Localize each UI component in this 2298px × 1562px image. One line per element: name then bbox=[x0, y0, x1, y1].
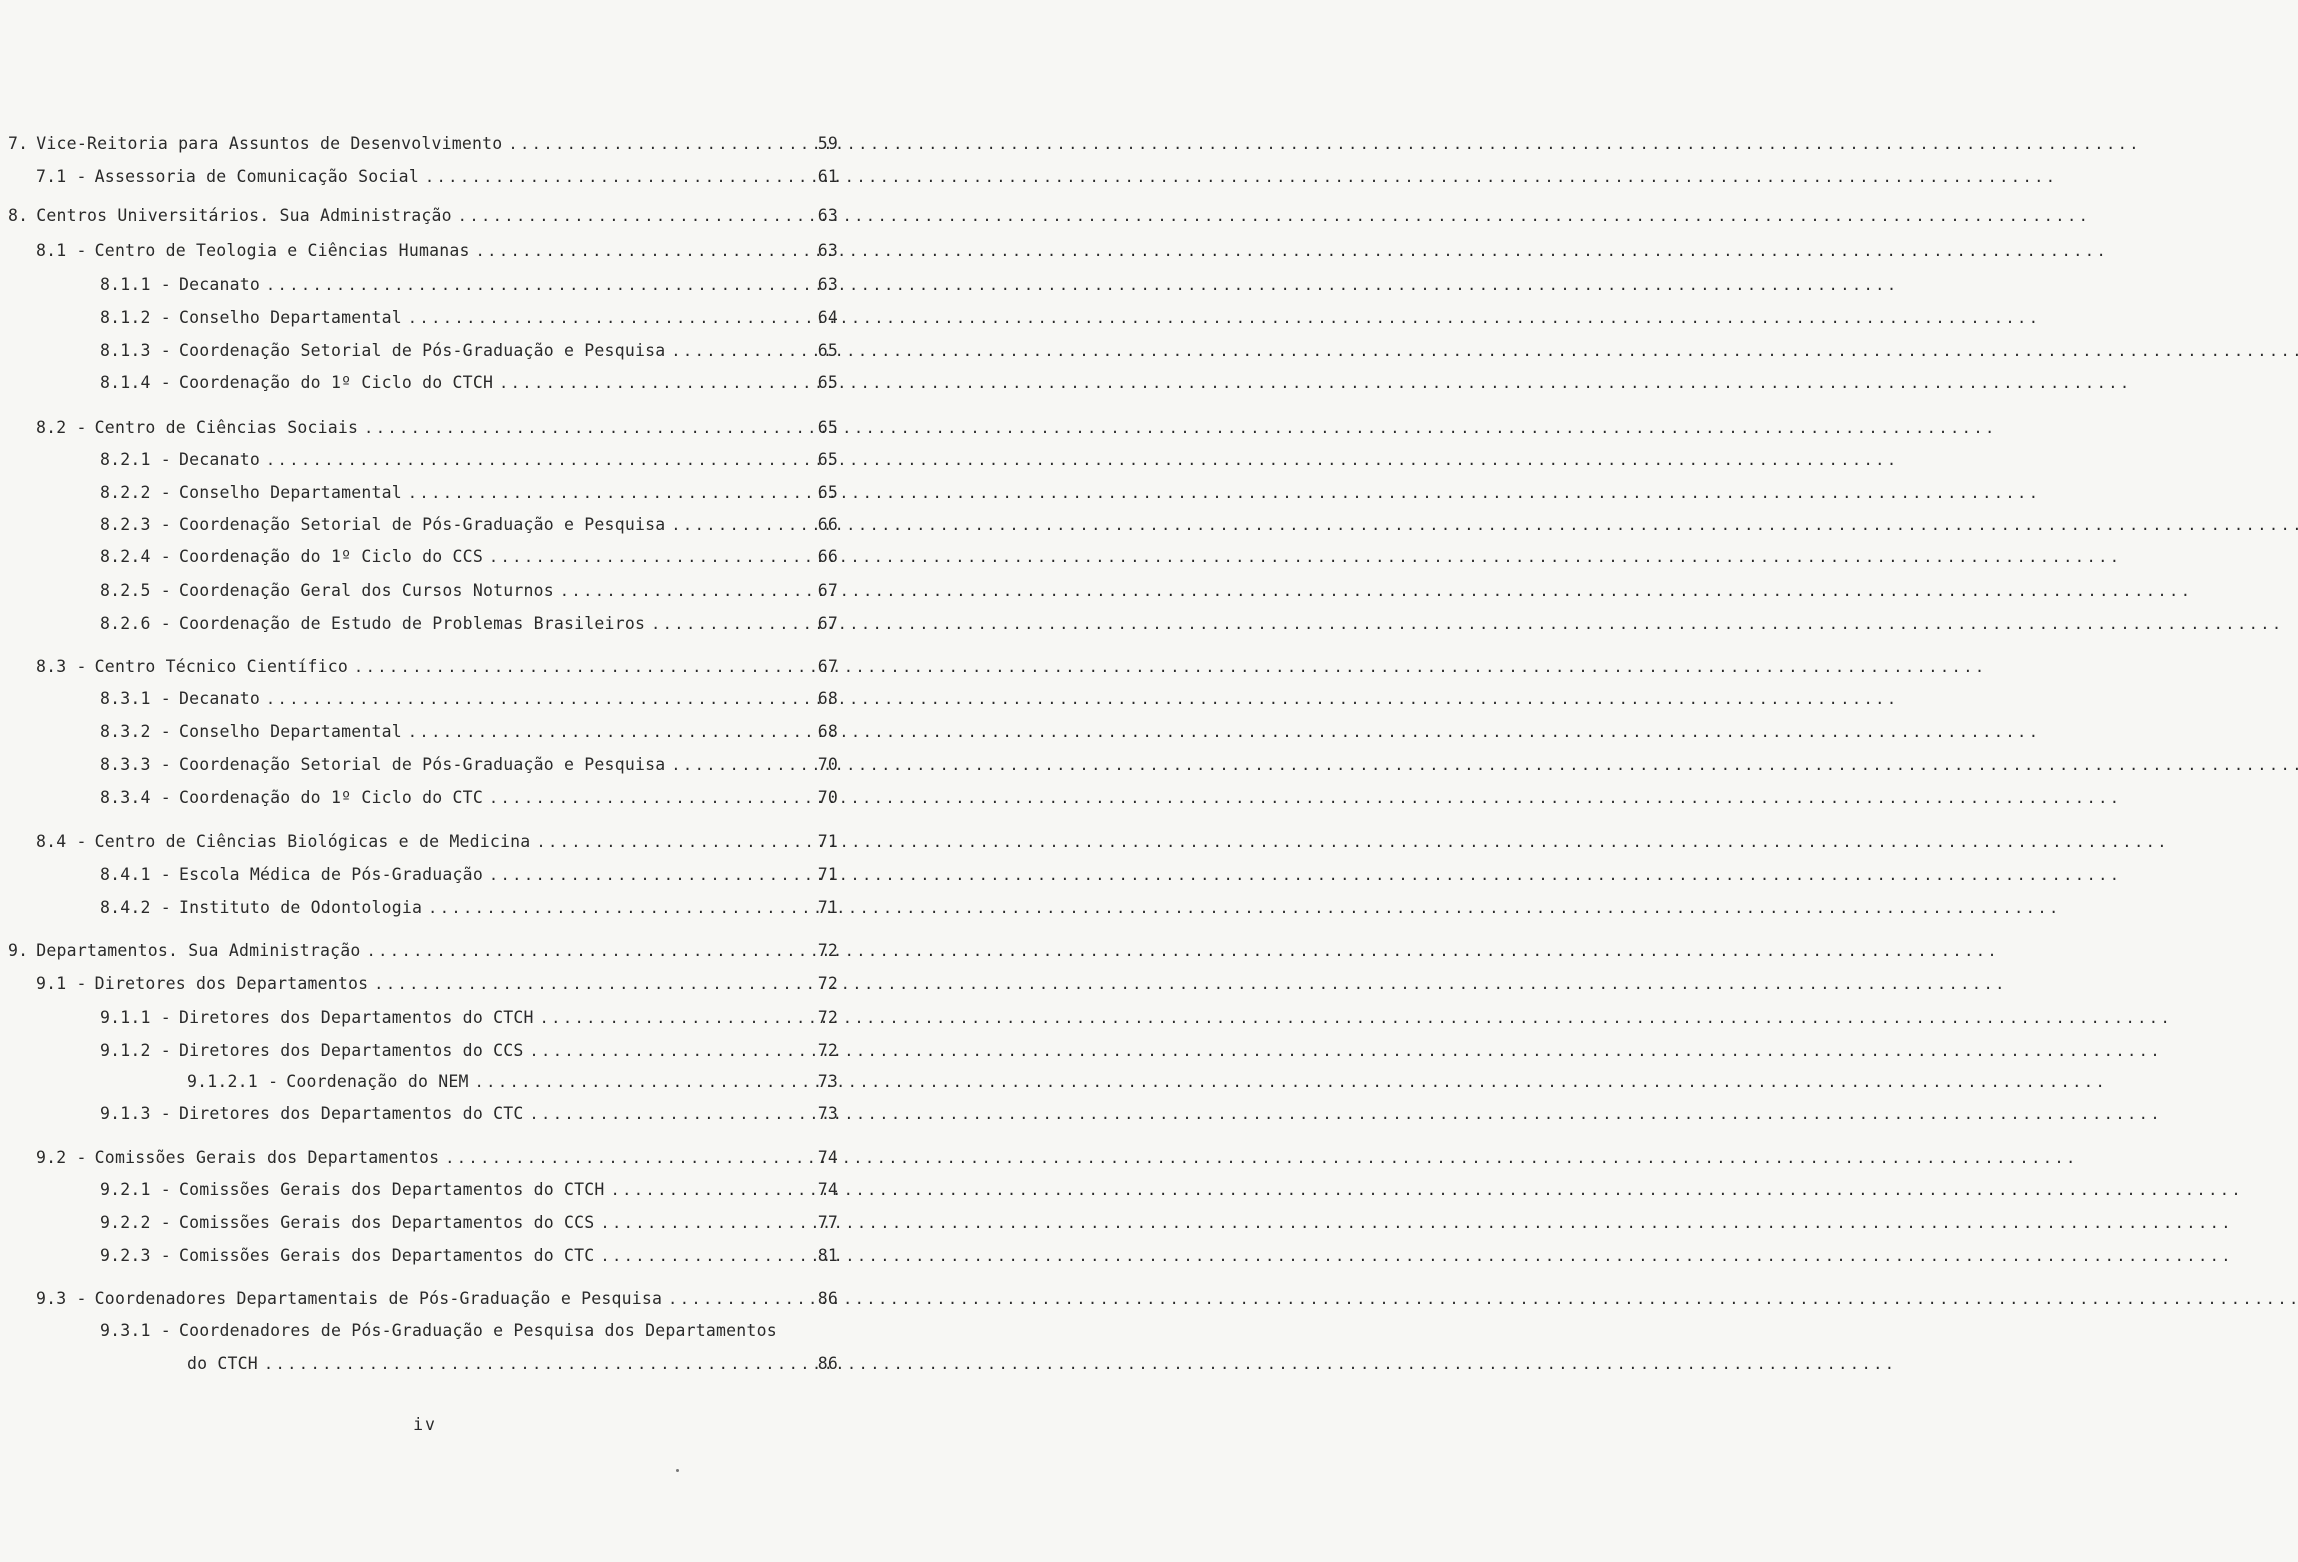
dot-leader bbox=[671, 754, 811, 776]
toc-entry bbox=[36, 417, 838, 439]
toc-page-number: 66 bbox=[817, 515, 838, 534]
toc-entry bbox=[100, 580, 838, 602]
dot-leader bbox=[264, 1353, 812, 1375]
toc-page-number: 86 bbox=[817, 1289, 838, 1308]
dot-leader bbox=[266, 274, 812, 296]
toc-entry bbox=[100, 1179, 838, 1201]
toc-page-number: 66 bbox=[817, 547, 838, 566]
dot-leader bbox=[408, 307, 812, 329]
toc-entry bbox=[100, 897, 838, 919]
toc-entry-title: Decanato bbox=[178, 450, 261, 469]
toc-entry-number: 9.2.3 - bbox=[100, 1246, 171, 1265]
toc-entry bbox=[100, 721, 838, 743]
toc-page-number: 71 bbox=[817, 865, 838, 884]
toc-page-number: 72 bbox=[817, 941, 838, 960]
toc-page-number: 65 bbox=[817, 418, 838, 437]
dot-leader bbox=[425, 166, 812, 188]
toc-entry-number: 8.4 - bbox=[36, 832, 87, 851]
toc-entry bbox=[100, 1320, 777, 1342]
dot-leader bbox=[489, 787, 812, 809]
toc-entry-title: Diretores dos Departamentos do CTCH bbox=[178, 1008, 534, 1027]
dot-leader bbox=[364, 417, 812, 439]
toc-entry-title: Centro de Teologia e Ciências Humanas bbox=[94, 241, 470, 260]
toc-page-number: 67 bbox=[817, 657, 838, 676]
toc-entry bbox=[8, 205, 838, 227]
toc-entry-number: 9.2 - bbox=[36, 1148, 87, 1167]
toc-entry-title: Conselho Departamental bbox=[178, 722, 402, 741]
toc-entry-number: 8.1.4 - bbox=[100, 373, 171, 392]
toc-entry-title: Instituto de Odontologia bbox=[178, 898, 423, 917]
toc-entry-number: 8.2 - bbox=[36, 418, 87, 437]
toc-page-number: 70 bbox=[817, 755, 838, 774]
toc-page-number: 71 bbox=[817, 898, 838, 917]
toc-entry-number: 8.4.1 - bbox=[100, 865, 171, 884]
toc-entry-title: Coordenação Setorial de Pós-Graduação e Pesquisa bbox=[178, 515, 666, 534]
toc-page-number: 73 bbox=[817, 1104, 838, 1123]
toc-entry-number: 8.2.3 - bbox=[100, 515, 171, 534]
toc-page-number: 74 bbox=[817, 1180, 838, 1199]
dot-leader bbox=[428, 897, 812, 919]
toc-entry bbox=[36, 656, 838, 678]
toc-entry-title: Comissões Gerais dos Departamentos do CTCH bbox=[178, 1180, 605, 1199]
toc-page-number: 61 bbox=[817, 167, 838, 186]
toc-page-number: 72 bbox=[817, 1041, 838, 1060]
toc-entry-number: 9.1 - bbox=[36, 974, 87, 993]
toc-entry bbox=[8, 133, 838, 155]
toc-entry-title: Diretores dos Departamentos bbox=[94, 974, 369, 993]
toc-page-number: 59 bbox=[817, 134, 838, 153]
toc-entry bbox=[100, 1212, 838, 1234]
toc-entry-title: Escola Médica de Pós-Graduação bbox=[178, 865, 483, 884]
toc-entry-title: do CTCH bbox=[187, 1354, 258, 1373]
toc-entry bbox=[187, 1071, 838, 1093]
dot-leader bbox=[536, 831, 811, 853]
toc-entry-number: 8.3.1 - bbox=[100, 689, 171, 708]
toc-entry-number: 9.2.1 - bbox=[100, 1180, 171, 1199]
toc-entry bbox=[36, 1147, 838, 1169]
toc-page-number: 74 bbox=[817, 1148, 838, 1167]
dot-leader bbox=[530, 1103, 812, 1125]
toc-entry-title: Coordenação do 1º Ciclo do CTC bbox=[178, 788, 483, 807]
toc-entry-number: 8.3.3 - bbox=[100, 755, 171, 774]
toc-entry-number: 8.2.5 - bbox=[100, 581, 171, 600]
toc-entry-number: 8.2.6 - bbox=[100, 614, 171, 633]
toc-entry-title: Decanato bbox=[178, 275, 261, 294]
toc-entry-number: 9.3.1 - bbox=[100, 1321, 171, 1340]
dot-leader bbox=[540, 1007, 812, 1029]
toc-entry-title: Comissões Gerais dos Departamentos bbox=[94, 1148, 440, 1167]
toc-page-number: 81 bbox=[817, 1246, 838, 1265]
toc-entry-title: Centro de Ciências Sociais bbox=[94, 418, 359, 437]
toc-page-number: 70 bbox=[817, 788, 838, 807]
dot-leader bbox=[458, 205, 812, 227]
toc-entry bbox=[100, 613, 838, 635]
toc-page-number: 68 bbox=[817, 722, 838, 741]
toc-entry-title: Vice-Reitoria para Assuntos de Desenvolvimento bbox=[36, 134, 503, 153]
dot-leader bbox=[408, 721, 812, 743]
dot-leader bbox=[611, 1179, 812, 1201]
toc-entry-number: 9. bbox=[8, 941, 29, 960]
toc-entry-number: 8.2.1 - bbox=[100, 450, 171, 469]
toc-entry-number: 8.4.2 - bbox=[100, 898, 171, 917]
toc-entry-title: Assessoria de Comunicação Social bbox=[94, 167, 419, 186]
dot-leader bbox=[499, 372, 812, 394]
paper-speck bbox=[676, 1469, 679, 1472]
toc-entry-title: Coordenação Setorial de Pós-Graduação e Pesquisa bbox=[178, 341, 666, 360]
toc-entry-title: Conselho Departamental bbox=[178, 483, 402, 502]
toc-entry bbox=[36, 973, 838, 995]
dot-leader bbox=[651, 613, 812, 635]
dot-leader bbox=[445, 1147, 811, 1169]
toc-entry-title: Coordenação do 1º Ciclo do CTCH bbox=[178, 373, 494, 392]
toc-page-number: 72 bbox=[817, 974, 838, 993]
dot-leader bbox=[560, 580, 812, 602]
toc-entry-title: Coordenação Geral dos Cursos Noturnos bbox=[178, 581, 554, 600]
toc-entry-number: 9.2.2 - bbox=[100, 1213, 171, 1232]
toc-page-number: 72 bbox=[817, 1008, 838, 1027]
toc-page-number: 86 bbox=[817, 1354, 838, 1373]
toc-entry-number: 8.3.2 - bbox=[100, 722, 171, 741]
toc-entry-title: Coordenação do 1º Ciclo do CCS bbox=[178, 547, 483, 566]
toc-page-number: 63 bbox=[817, 241, 838, 260]
toc-entry bbox=[100, 307, 838, 329]
toc-entry bbox=[100, 482, 838, 504]
toc-page-number: 77 bbox=[817, 1213, 838, 1232]
toc-entry-number: 7.1 - bbox=[36, 167, 87, 186]
toc-entry-title: Centro Técnico Científico bbox=[94, 657, 349, 676]
dot-leader bbox=[408, 482, 812, 504]
toc-entry-number: 8.1.2 - bbox=[100, 308, 171, 327]
toc-entry-title: Comissões Gerais dos Departamentos do CTC bbox=[178, 1246, 595, 1265]
toc-entry bbox=[187, 1353, 838, 1375]
toc-entry-title: Centros Universitários. Sua Administração bbox=[36, 206, 452, 225]
toc-page-number: 65 bbox=[817, 341, 838, 360]
dot-leader bbox=[600, 1245, 811, 1267]
dot-leader bbox=[668, 1288, 812, 1310]
toc-entry-number: 9.1.3 - bbox=[100, 1104, 171, 1123]
toc-entry-title: Coordenadores de Pós-Graduação e Pesquisa dos Departamentos bbox=[178, 1321, 777, 1340]
toc-entry-number: 7. bbox=[8, 134, 29, 153]
toc-page-number: 64 bbox=[817, 308, 838, 327]
toc-entry-number: 9.1.1 - bbox=[100, 1008, 171, 1027]
dot-leader bbox=[489, 864, 812, 886]
toc-entry-number: 8.1.1 - bbox=[100, 275, 171, 294]
dot-leader bbox=[266, 449, 812, 471]
toc-page-number: 71 bbox=[817, 832, 838, 851]
toc-page-number: 68 bbox=[817, 689, 838, 708]
toc-entry-number: 9.3 - bbox=[36, 1289, 87, 1308]
dot-leader bbox=[671, 340, 811, 362]
toc-entry bbox=[36, 166, 838, 188]
toc-entry bbox=[100, 372, 838, 394]
toc-page-number: 63 bbox=[817, 206, 838, 225]
toc-entry bbox=[8, 940, 838, 962]
toc-entry-title: Coordenação de Estudo de Problemas Brasileiros bbox=[178, 614, 646, 633]
toc-page-number: 63 bbox=[817, 275, 838, 294]
toc-entry-number: 8.3 - bbox=[36, 657, 87, 676]
toc-entry bbox=[100, 449, 838, 471]
toc-page-number: 67 bbox=[817, 614, 838, 633]
toc-entry bbox=[100, 1040, 838, 1062]
toc-entry bbox=[100, 688, 838, 710]
dot-leader bbox=[671, 514, 811, 536]
toc-entry bbox=[100, 1007, 838, 1029]
table-of-contents bbox=[0, 0, 968, 1562]
toc-entry bbox=[100, 787, 838, 809]
toc-entry-title: Centro de Ciências Biológicas e de Medicina bbox=[94, 832, 531, 851]
toc-entry-title: Decanato bbox=[178, 689, 261, 708]
toc-entry-title: Coordenação Setorial de Pós-Graduação e Pesquisa bbox=[178, 755, 666, 774]
dot-leader bbox=[476, 240, 812, 262]
dot-leader bbox=[367, 940, 812, 962]
toc-entry bbox=[100, 1103, 838, 1125]
toc-entry-title: Comissões Gerais dos Departamentos do CCS bbox=[178, 1213, 595, 1232]
dot-leader bbox=[266, 688, 812, 710]
toc-entry-number: 8.2.4 - bbox=[100, 547, 171, 566]
toc-entry-number: 8.2.2 - bbox=[100, 483, 171, 502]
toc-entry-title: Diretores dos Departamentos do CTC bbox=[178, 1104, 524, 1123]
dot-leader bbox=[600, 1212, 811, 1234]
dot-leader bbox=[489, 546, 812, 568]
toc-entry-title: Coordenadores Departamentais de Pós-Graduação e Pesquisa bbox=[94, 1289, 663, 1308]
toc-entry-number: 8. bbox=[8, 206, 29, 225]
toc-entry bbox=[100, 1245, 838, 1267]
toc-page-number: 73 bbox=[817, 1072, 838, 1091]
page-folio: iv bbox=[413, 1415, 437, 1434]
toc-entry-number: 8.1 - bbox=[36, 241, 87, 260]
toc-entry bbox=[100, 340, 838, 362]
toc-entry bbox=[36, 831, 838, 853]
dot-leader bbox=[530, 1040, 812, 1062]
toc-entry bbox=[100, 864, 838, 886]
toc-entry bbox=[36, 1288, 838, 1310]
toc-page-number: 65 bbox=[817, 373, 838, 392]
toc-page-number: 67 bbox=[817, 581, 838, 600]
toc-entry-number: 9.1.2 - bbox=[100, 1041, 171, 1060]
toc-entry-title: Conselho Departamental bbox=[178, 308, 402, 327]
dot-leader bbox=[508, 133, 811, 155]
dot-leader bbox=[374, 973, 811, 995]
toc-entry-title: Diretores dos Departamentos do CCS bbox=[178, 1041, 524, 1060]
toc-page-number: 65 bbox=[817, 483, 838, 502]
toc-entry-number: 8.3.4 - bbox=[100, 788, 171, 807]
toc-entry bbox=[100, 546, 838, 568]
toc-entry bbox=[100, 514, 838, 536]
toc-entry-title: Departamentos. Sua Administração bbox=[36, 941, 361, 960]
dot-leader bbox=[475, 1071, 812, 1093]
toc-entry bbox=[100, 274, 838, 296]
document-page bbox=[0, 0, 968, 1562]
dot-leader bbox=[354, 656, 812, 678]
toc-entry bbox=[100, 754, 838, 776]
toc-entry bbox=[36, 240, 838, 262]
toc-entry-number: 8.1.3 - bbox=[100, 341, 171, 360]
toc-entry-title: Coordenação do NEM bbox=[286, 1072, 469, 1091]
toc-page-number: 65 bbox=[817, 450, 838, 469]
toc-entry-number: 9.1.2.1 - bbox=[187, 1072, 279, 1091]
